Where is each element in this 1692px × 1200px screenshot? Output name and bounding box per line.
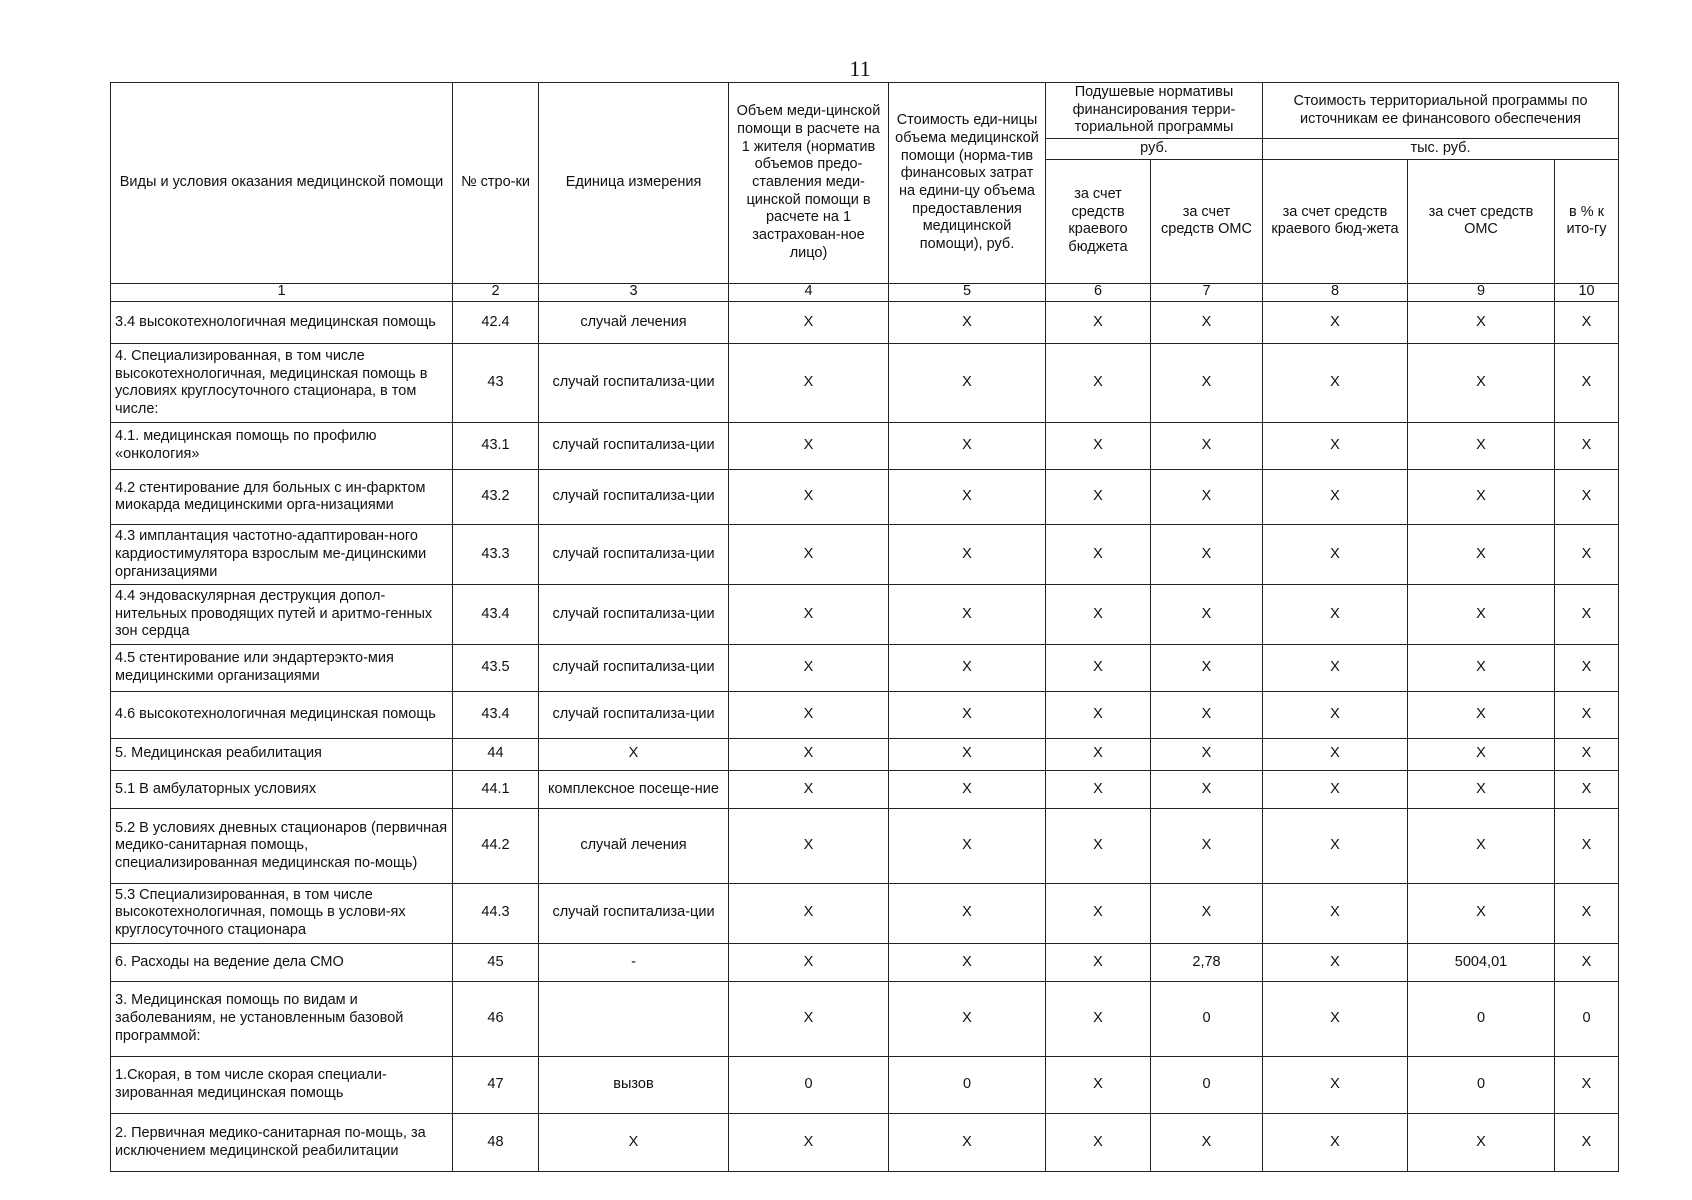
row-volume: Х: [729, 883, 889, 943]
row-unit: Х: [539, 738, 729, 770]
row-unit-cost: Х: [889, 301, 1046, 344]
row-cost-regional: Х: [1263, 301, 1408, 344]
header-per-capita-norms: Подушевые нормативы финансирования терри-ториальной программы: [1046, 83, 1263, 139]
page-number: 11: [849, 56, 871, 81]
row-unit-cost: 0: [889, 1056, 1046, 1114]
row-volume: Х: [729, 982, 889, 1057]
row-volume: Х: [729, 301, 889, 344]
row-cost-regional: Х: [1263, 1056, 1408, 1114]
header-unit: Единица измерения: [539, 83, 729, 284]
row-cost-oms: Х: [1408, 585, 1555, 645]
row-name: 3.4 высокотехнологичная медицинская помощь: [111, 301, 453, 344]
row-unit: случай госпитализа-ции: [539, 645, 729, 692]
table-row: [111, 525, 1619, 585]
row-cost-oms: 0: [1408, 982, 1555, 1057]
row-number: 46: [453, 982, 539, 1057]
row-norm-oms: Х: [1151, 585, 1263, 645]
row-cost-regional: Х: [1263, 423, 1408, 470]
row-norm-regional: Х: [1046, 1056, 1151, 1114]
row-norm-oms: 0: [1151, 982, 1263, 1057]
row-name: 4.3 имплантация частотно-адаптирован-ного кардиостимулятора взрослым ме-дицинскими организациями: [111, 525, 453, 585]
table-row: [111, 738, 1619, 770]
row-norm-regional: Х: [1046, 344, 1151, 423]
row-cost-regional: Х: [1263, 691, 1408, 738]
column-number: 9: [1408, 283, 1555, 301]
row-number: 43: [453, 344, 539, 423]
row-unit: случай госпитализа-ции: [539, 883, 729, 943]
header-oms: за счет средств ОМС: [1151, 159, 1263, 283]
row-volume: Х: [729, 344, 889, 423]
row-norm-oms: Х: [1151, 883, 1263, 943]
row-name: 4. Специализированная, в том числе высокотехнологичная, медицинская помощь в условиях круглосуточного стационара, в том числе:: [111, 344, 453, 423]
row-cost-regional: Х: [1263, 645, 1408, 692]
row-unit: комплексное посеще-ние: [539, 770, 729, 808]
row-cost-regional: Х: [1263, 883, 1408, 943]
row-norm-oms: Х: [1151, 1114, 1263, 1172]
table-row: [111, 1114, 1619, 1172]
row-name: 5. Медицинская реабилитация: [111, 738, 453, 770]
row-norm-regional: Х: [1046, 585, 1151, 645]
header-cost-regional-budget: за счет средств краевого бюд-жета: [1263, 159, 1408, 283]
row-unit-cost: Х: [889, 525, 1046, 585]
row-number: 43.5: [453, 645, 539, 692]
header-cost-oms: за счет средств ОМС: [1408, 159, 1555, 283]
row-number: 43.4: [453, 691, 539, 738]
table-row: [111, 943, 1619, 981]
row-unit-cost: Х: [889, 738, 1046, 770]
row-volume: Х: [729, 423, 889, 470]
row-number: 44.3: [453, 883, 539, 943]
header-norms-unit: руб.: [1046, 139, 1263, 160]
header-regional-budget: за счет средств краевого бюджета: [1046, 159, 1151, 283]
row-number: 43.3: [453, 525, 539, 585]
row-norm-regional: Х: [1046, 982, 1151, 1057]
row-norm-oms: Х: [1151, 469, 1263, 524]
row-cost-oms: Х: [1408, 469, 1555, 524]
row-norm-oms: 0: [1151, 1056, 1263, 1114]
row-name: 4.2 стентирование для больных с ин-фарктом миокарда медицинскими орга-низациями: [111, 469, 453, 524]
row-unit-cost: Х: [889, 770, 1046, 808]
row-unit: случай госпитализа-ции: [539, 585, 729, 645]
row-unit: случай госпитализа-ции: [539, 691, 729, 738]
column-number: 10: [1555, 283, 1619, 301]
row-unit: -: [539, 943, 729, 981]
row-percent: Х: [1555, 645, 1619, 692]
row-unit: [539, 982, 729, 1057]
row-percent: Х: [1555, 344, 1619, 423]
table-row: [111, 982, 1619, 1057]
row-unit: случай лечения: [539, 809, 729, 884]
row-name: 4.5 стентирование или эндартерэкто-мия медицинскими организациями: [111, 645, 453, 692]
row-unit-cost: Х: [889, 691, 1046, 738]
column-number: 3: [539, 283, 729, 301]
table-row: [111, 423, 1619, 470]
row-cost-oms: Х: [1408, 883, 1555, 943]
row-unit: случай лечения: [539, 301, 729, 344]
row-percent: Х: [1555, 423, 1619, 470]
column-numbers-row: [111, 283, 1619, 301]
row-number: 45: [453, 943, 539, 981]
row-cost-regional: Х: [1263, 469, 1408, 524]
row-name: 4.1. медицинская помощь по профилю «онкология»: [111, 423, 453, 470]
row-cost-oms: Х: [1408, 1114, 1555, 1172]
row-number: 43.1: [453, 423, 539, 470]
header-program-cost: Стоимость территориальной программы по источникам ее финансового обеспечения: [1263, 83, 1619, 139]
row-norm-regional: Х: [1046, 645, 1151, 692]
row-name: 5.1 В амбулаторных условиях: [111, 770, 453, 808]
row-percent: 0: [1555, 982, 1619, 1057]
column-number: 8: [1263, 283, 1408, 301]
row-cost-oms: Х: [1408, 770, 1555, 808]
row-cost-oms: Х: [1408, 423, 1555, 470]
column-number: 5: [889, 283, 1046, 301]
row-name: 1.Скорая, в том числе скорая специали-зированная медицинская помощь: [111, 1056, 453, 1114]
row-volume: Х: [729, 943, 889, 981]
row-volume: Х: [729, 770, 889, 808]
row-cost-oms: Х: [1408, 738, 1555, 770]
row-volume: Х: [729, 469, 889, 524]
row-unit-cost: Х: [889, 1114, 1046, 1172]
row-unit-cost: Х: [889, 809, 1046, 884]
row-volume: Х: [729, 1114, 889, 1172]
row-volume: 0: [729, 1056, 889, 1114]
row-cost-oms: 0: [1408, 1056, 1555, 1114]
row-unit-cost: Х: [889, 883, 1046, 943]
table-row: [111, 469, 1619, 524]
row-percent: Х: [1555, 883, 1619, 943]
row-cost-regional: Х: [1263, 943, 1408, 981]
row-number: 48: [453, 1114, 539, 1172]
row-percent: Х: [1555, 770, 1619, 808]
row-number: 44.2: [453, 809, 539, 884]
row-unit: вызов: [539, 1056, 729, 1114]
row-cost-regional: Х: [1263, 525, 1408, 585]
table-row: [111, 1056, 1619, 1114]
row-unit: случай госпитализа-ции: [539, 469, 729, 524]
row-cost-regional: Х: [1263, 770, 1408, 808]
column-number: 1: [111, 283, 453, 301]
row-number: 44: [453, 738, 539, 770]
row-unit-cost: Х: [889, 469, 1046, 524]
column-number: 6: [1046, 283, 1151, 301]
row-norm-regional: Х: [1046, 525, 1151, 585]
row-unit: случай госпитализа-ции: [539, 423, 729, 470]
row-unit-cost: Х: [889, 423, 1046, 470]
row-norm-regional: Х: [1046, 809, 1151, 884]
row-cost-oms: Х: [1408, 645, 1555, 692]
row-percent: Х: [1555, 809, 1619, 884]
financing-table: [110, 82, 1619, 1172]
row-name: 4.6 высокотехнологичная медицинская помощь: [111, 691, 453, 738]
row-cost-regional: Х: [1263, 809, 1408, 884]
row-cost-regional: Х: [1263, 344, 1408, 423]
row-norm-regional: Х: [1046, 301, 1151, 344]
row-volume: Х: [729, 585, 889, 645]
row-norm-regional: Х: [1046, 423, 1151, 470]
row-norm-regional: Х: [1046, 738, 1151, 770]
row-cost-oms: Х: [1408, 525, 1555, 585]
column-number: 4: [729, 283, 889, 301]
header-volume-per-resident: Объем меди-цинской помощи в расчете на 1 жителя (норматив объемов предо-ставления меди-цинской помощи в расчете на 1 застрахован-ное лицо): [729, 83, 889, 284]
row-volume: Х: [729, 691, 889, 738]
row-unit-cost: Х: [889, 585, 1046, 645]
row-norm-regional: Х: [1046, 770, 1151, 808]
row-unit-cost: Х: [889, 943, 1046, 981]
header-percent-of-total: в % к ито-гу: [1555, 159, 1619, 283]
row-percent: Х: [1555, 585, 1619, 645]
row-percent: Х: [1555, 301, 1619, 344]
row-name: 2. Первичная медико-санитарная по-мощь, за исключением медицинской реабилитации: [111, 1114, 453, 1172]
row-name: 6. Расходы на ведение дела СМО: [111, 943, 453, 981]
row-percent: Х: [1555, 1056, 1619, 1114]
row-volume: Х: [729, 738, 889, 770]
row-name: 5.2 В условиях дневных стационаров (первичная медико-санитарная помощь, специализированная медицинская по-мощь): [111, 809, 453, 884]
row-norm-oms: Х: [1151, 301, 1263, 344]
row-number: 47: [453, 1056, 539, 1114]
row-norm-regional: Х: [1046, 1114, 1151, 1172]
row-unit: Х: [539, 1114, 729, 1172]
header-unit-cost: Стоимость еди-ницы объема медицинской помощи (норма-тив финансовых затрат на едини-цу объема предоставления медицинской помощи), руб.: [889, 83, 1046, 284]
row-unit-cost: Х: [889, 645, 1046, 692]
row-norm-regional: Х: [1046, 943, 1151, 981]
row-cost-oms: Х: [1408, 691, 1555, 738]
row-unit: случай госпитализа-ции: [539, 344, 729, 423]
row-norm-oms: Х: [1151, 525, 1263, 585]
row-cost-oms: Х: [1408, 344, 1555, 423]
row-unit-cost: Х: [889, 344, 1046, 423]
table-row: [111, 344, 1619, 423]
row-unit-cost: Х: [889, 982, 1046, 1057]
header-cost-unit: тыс. руб.: [1263, 139, 1619, 160]
row-norm-oms: Х: [1151, 344, 1263, 423]
row-norm-oms: Х: [1151, 423, 1263, 470]
table-body: [111, 301, 1619, 1171]
row-norm-regional: Х: [1046, 883, 1151, 943]
table-row: [111, 301, 1619, 344]
row-name: 4.4 эндоваскулярная деструкция допол-нительных проводящих путей и аритмо-генных зон сердца: [111, 585, 453, 645]
table-row: [111, 645, 1619, 692]
header-row-number: № стро-ки: [453, 83, 539, 284]
row-volume: Х: [729, 525, 889, 585]
row-percent: Х: [1555, 525, 1619, 585]
row-percent: Х: [1555, 943, 1619, 981]
row-cost-regional: Х: [1263, 1114, 1408, 1172]
row-norm-regional: Х: [1046, 691, 1151, 738]
table-row: [111, 585, 1619, 645]
row-percent: Х: [1555, 691, 1619, 738]
row-name: 5.3 Специализированная, в том числе высокотехнологичная, помощь в услови-ях круглосуточного стационара: [111, 883, 453, 943]
row-number: 44.1: [453, 770, 539, 808]
row-volume: Х: [729, 645, 889, 692]
table-row: [111, 809, 1619, 884]
row-norm-regional: Х: [1046, 469, 1151, 524]
column-number: 2: [453, 283, 539, 301]
table-row: [111, 691, 1619, 738]
row-unit: случай госпитализа-ции: [539, 525, 729, 585]
row-cost-oms: Х: [1408, 301, 1555, 344]
row-percent: Х: [1555, 469, 1619, 524]
row-norm-oms: Х: [1151, 691, 1263, 738]
column-number: 7: [1151, 283, 1263, 301]
row-percent: Х: [1555, 1114, 1619, 1172]
row-norm-oms: 2,78: [1151, 943, 1263, 981]
row-number: 43.4: [453, 585, 539, 645]
row-cost-oms: Х: [1408, 809, 1555, 884]
row-norm-oms: Х: [1151, 809, 1263, 884]
row-percent: Х: [1555, 738, 1619, 770]
row-norm-oms: Х: [1151, 645, 1263, 692]
row-number: 43.2: [453, 469, 539, 524]
row-cost-regional: Х: [1263, 738, 1408, 770]
row-norm-oms: Х: [1151, 770, 1263, 808]
header-kind-of-care: Виды и условия оказания медицинской помощи: [111, 83, 453, 284]
table-row: [111, 770, 1619, 808]
row-norm-oms: Х: [1151, 738, 1263, 770]
row-volume: Х: [729, 809, 889, 884]
row-cost-oms: 5004,01: [1408, 943, 1555, 981]
row-cost-regional: Х: [1263, 585, 1408, 645]
table-row: [111, 883, 1619, 943]
row-number: 42.4: [453, 301, 539, 344]
row-name: 3. Медицинская помощь по видам и заболеваниям, не установленным базовой программой:: [111, 982, 453, 1057]
row-cost-regional: Х: [1263, 982, 1408, 1057]
